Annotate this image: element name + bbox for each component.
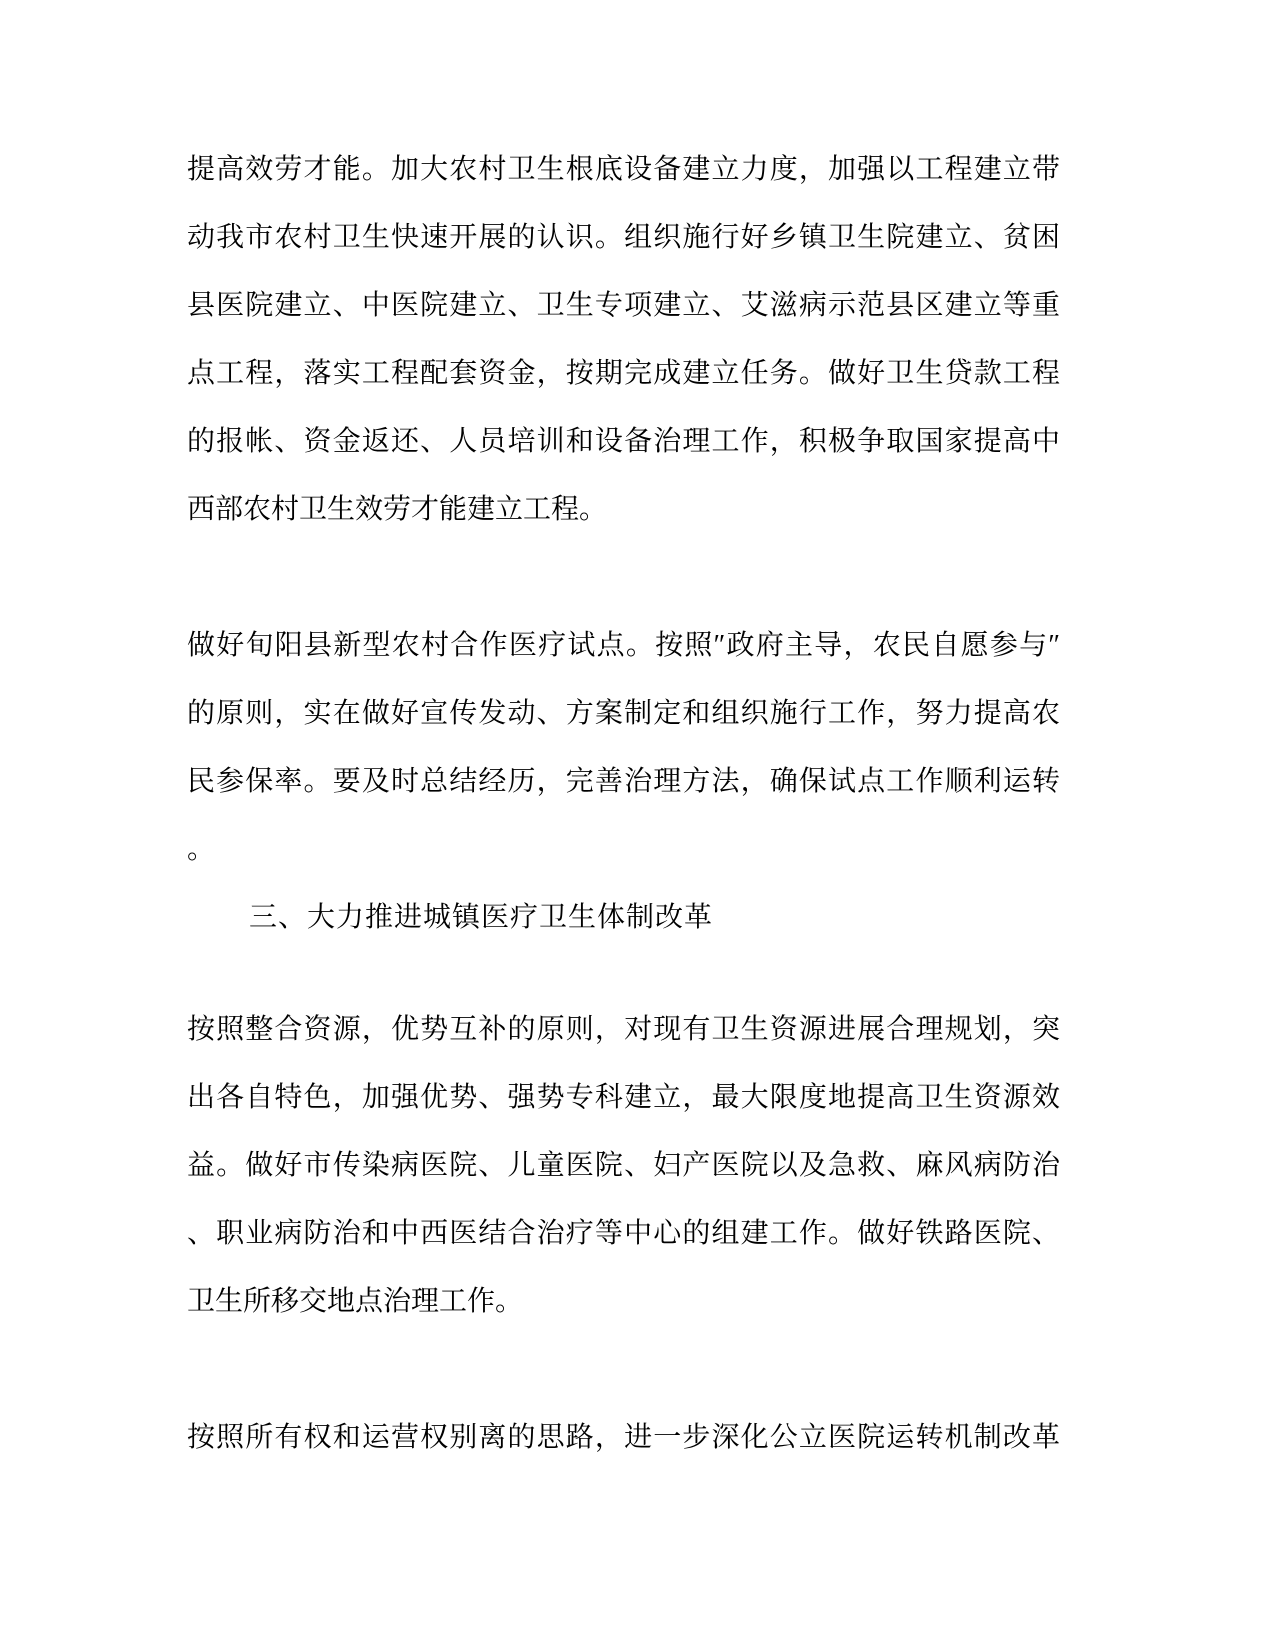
text-line: 卫生所移交地点治理工作。 [187,1286,524,1317]
text-line: 益。做好市传染病医院、儿童医院、妇产医院以及急救、麻风病防治 [187,1150,1060,1181]
text-line: 民参保率。要及时总结经历，完善治理方法，确保试点工作顺利运转 [187,766,1060,797]
document-body [187,136,1060,1472]
text-line: 。 [187,834,216,865]
text-line: 按照整合资源，优势互补的原则，对现有卫生资源进展合理规划，突 [187,1014,1060,1045]
text-line: 提高效劳才能。加大农村卫生根底设备建立力度，加强以工程建立带 [187,154,1060,185]
text-line: 出各自特色，加强优势、强势专科建立，最大限度地提高卫生资源效 [187,1082,1060,1113]
text-line: 点工程，落实工程配套资金，按期完成建立任务。做好卫生贷款工程 [187,358,1060,389]
text-line: 的原则，实在做好宣传发动、方案制定和组织施行工作，努力提高农 [187,698,1060,729]
text-line: 县医院建立、中医院建立、卫生专项建立、艾滋病示范县区建立等重 [187,290,1060,321]
text-line: 、职业病防治和中西医结合治疗等中心的组建工作。做好铁路医院、 [187,1218,1060,1249]
text-line: 按照所有权和运营权别离的思路，进一步深化公立医院运转机制改革 [187,1422,1060,1453]
section-heading: 三、大力推进城镇医疗卫生体制改革 [249,902,714,933]
text-line: 动我市农村卫生快速开展的认识。组织施行好乡镇卫生院建立、贫困 [187,222,1060,253]
text-line: 的报帐、资金返还、人员培训和设备治理工作，积极争取国家提高中 [187,426,1060,457]
text-line: 西部农村卫生效劳才能建立工程。 [187,494,608,525]
text-line: 做好旬阳县新型农村合作医疗试点。按照″政府主导，农民自愿参与″ [187,630,1060,661]
